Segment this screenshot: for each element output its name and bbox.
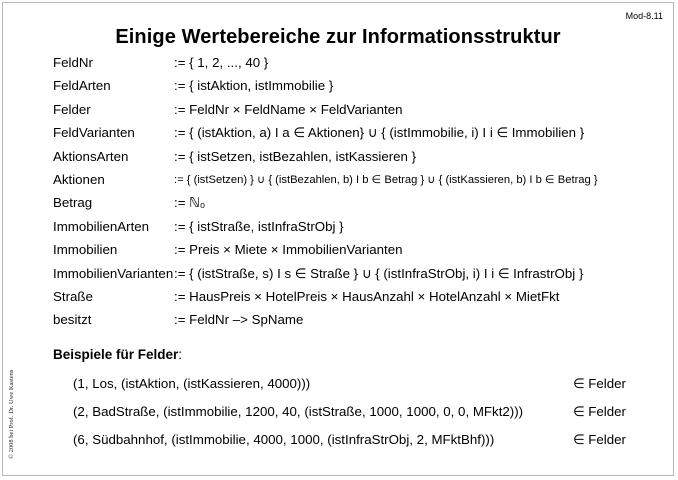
definition-row: [53, 125, 673, 148]
definition-name: ImmobilienArten: [53, 218, 150, 234]
definition-value: := { (istStraße, s) I s ∈ Straße } ∪ { (istInfraStrObj, i) I i ∈ InfrastrObj }: [174, 265, 584, 281]
definition-name: besitzt: [53, 312, 92, 328]
definition-row: [53, 195, 673, 218]
definition-name: Aktionen: [53, 171, 105, 187]
definition-value: := HausPreis × HotelPreis × HausAnzahl × HotelAnzahl × MietFkt: [174, 288, 560, 304]
definition-name: ImmobilienVarianten: [53, 265, 174, 281]
definition-value: := Preis × Miete × ImmobilienVarianten: [174, 242, 403, 258]
definition-name: AktionsArten: [53, 148, 129, 164]
definition-row: [53, 102, 673, 125]
definition-value: := { istStraße, istInfraStrObj }: [174, 218, 344, 234]
definition-row: [53, 172, 673, 195]
definition-value: := { 1, 2, ..., 40 }: [174, 55, 269, 70]
slide: [2, 2, 674, 476]
definition-row: [53, 78, 673, 101]
definition-value: := { istAktion, istImmobilie }: [174, 78, 334, 94]
definition-row: [53, 312, 673, 335]
definition-value: := { istSetzen, istBezahlen, istKassieren }: [174, 148, 417, 164]
definition-row: [53, 55, 673, 78]
definition-value: := ℕ₀: [174, 195, 206, 211]
definition-row: [53, 289, 673, 312]
definition-name: Betrag: [53, 195, 93, 211]
example-tuple: (6, Südbahnhof, (istImmobilie, 4000, 1000, (istInfraStrObj, 2, MFktBhf))): [73, 432, 495, 447]
definition-value: := FeldNr –> SpName: [174, 312, 304, 328]
definition-name: Felder: [53, 101, 91, 117]
example-membership: ∈ Felder: [573, 376, 626, 391]
definition-name: Immobilien: [53, 242, 118, 258]
definition-row: [53, 219, 673, 242]
example-tuple: (1, Los, (istAktion, (istKassieren, 4000))): [73, 376, 311, 391]
definition-value: := FeldNr × FeldName × FeldVarianten: [174, 101, 403, 117]
copyright-notice: © 2008 bei Prof. Dr. Uwe Kastens: [8, 369, 15, 459]
examples-heading: [53, 347, 182, 362]
slide-number: Mod-8.11: [625, 11, 663, 21]
example-tuple: (2, BadStraße, (istImmobilie, 1200, 40, (istStraße, 1000, 1000, 0, 0, MFkt2))): [73, 404, 524, 419]
definition-name: Straße: [53, 288, 93, 304]
definition-row: [53, 242, 673, 265]
definition-row: [53, 266, 673, 289]
example-membership: ∈ Felder: [573, 432, 626, 447]
definition-row: [53, 149, 673, 172]
examples-heading-colon: :: [178, 347, 183, 362]
definition-name: FeldArten: [53, 78, 111, 94]
definitions-list: [53, 55, 673, 336]
slide-title: Einige Wertebereiche zur Informationsstruktur: [115, 26, 561, 48]
definition-name: FeldVarianten: [53, 125, 135, 141]
definition-name: FeldNr: [53, 55, 93, 70]
examples-heading-text: Beispiele für Felder: [53, 347, 179, 362]
definition-value: := { (istAktion, a) I a ∈ Aktionen} ∪ { (istImmobilie, i) I i ∈ Immobilien }: [174, 125, 585, 141]
definition-value: := { (istSetzen) } ∪ { (istBezahlen, b) I b ∈ Betrag } ∪ { (istKassieren, b) I b ∈ Betrag }: [174, 173, 598, 186]
example-membership: ∈ Felder: [573, 404, 626, 419]
